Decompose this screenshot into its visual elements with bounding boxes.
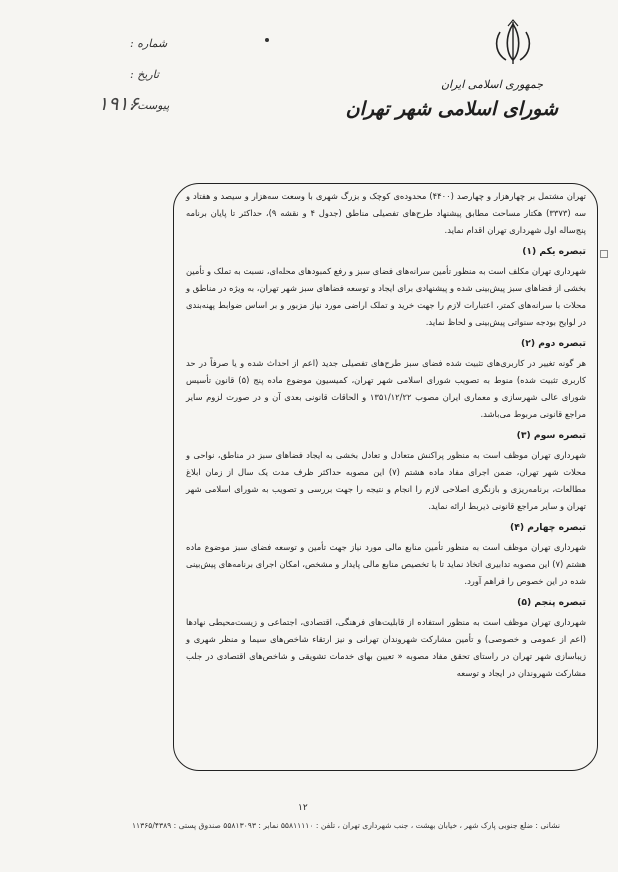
scan-mark (600, 250, 608, 258)
iran-emblem-icon (488, 18, 538, 68)
council-title: شورای اسلامی شهر تهران (345, 98, 558, 120)
section-1-heading: تبصره یکم (۱) (522, 246, 586, 257)
date-field (130, 68, 159, 81)
section-1-text: شهرداری تهران مکلف است به منظور تأمین سرانه‌های فضای سبز و رفع کمبودهای محله‌ای، نسبت به تملک و تأمین بخشی از فضاهای سبز پیش‌بینی شده و پیشنهادی برای ایجاد و توسعه فضاهای سبز شهر تهران، به ویژه در مناطق و محلات با سرانه‌های کمتر، اعتبارات لازم را جهت خرید و تملک اراضی مورد نیاز مزبور و بر اساس ضوابط پهنه‌بندی در لوایح بودجه سنواتی پیش‌بینی و لحاظ نماید. (186, 266, 586, 327)
number-label: شماره : (130, 37, 168, 50)
section-5-heading: تبصره پنجم (۵) (517, 597, 586, 608)
ink-dot (265, 38, 269, 42)
section-2-heading: تبصره دوم (۲) (521, 338, 586, 349)
section-5-text: شهرداری تهران موظف است به منظور استفاده از قابلیت‌های فرهنگی، اقتصادی، اجتماعی و زیست‌محیطی نهادها (اعم از عمومی و خصوصی) و تأمین مشارکت شهروندان تهرانی و نیز ارتقاء شاخص‌های سیما و منظر شهری و زیباسازی شهر تهران در راستای تحقق مفاد مصوبه « تعیین بهای خدمات تشویقی و شاخص‌های اقتصادی در جلب مشارکت شهروندان در ایجاد و توسعه (186, 617, 586, 678)
section-2-text: هر گونه تغییر در کاربری‌های تثبیت شده فضای سبز طرح‌های تفصیلی جدید (اعم از احداث شده و یا صرفاً در حد کاربری تثبیت شده) منوط به تصویب شورای اسلامی شهر تهران، کمیسیون موضوع ماده پنج (۵) قانون تأسیس شورای عالی شهرسازی و معماری ایران مصوب ۱۳۵۱/۱۲/۲۲ و الحاقات قانونی بعدی آن و در صورت لزوم سایر مراجع قانونی مربوط می‌باشد. (186, 358, 587, 419)
section-4-text: شهرداری تهران موظف است به منظور تأمین منابع مالی مورد نیاز جهت تأمین و توسعه فضای سبز موضوع ماده هشتم (۷) این مصوبه تدابیری اتخاذ نماید تا با تخصیص منابع مالی پایدار و مشخص، امکان اجرای برنامه‌های پیش‌بینی شده در این خصوص را فراهم آورد. (186, 542, 586, 586)
attachment-label: پیوست : (130, 99, 170, 112)
number-field (130, 37, 167, 50)
footer-address: نشانی : ضلع جنوبی پارک شهر ، خیابان بهشت ، جنب شهرداری تهران ، تلفن : ۵۵۸۱۱۱۱۰ نمابر : ۵۵۸۱۳۰۹۳ صندوق پستی : ۱۱۳۶۵/۴۳۸۹ (131, 821, 560, 830)
intro-paragraph: تهران مشتمل بر چهارهزار و چهارصد (۴۴۰۰) محدوده‌ی کوچک و بزرگ شهری با وسعت سه‌هزار و سیصد و هفتاد و سه (۳۳۷۳) هکتار مساحت مطابق پیشنهاد طرح‌های تفصیلی مناطق (جدول ۴ و نقشه ۹)، حداکثر تا پایان برنامه پنج‌ساله اول شهرداری تهران اقدام نماید. (186, 191, 587, 235)
document-body (186, 188, 586, 686)
republic-title: جمهوری اسلامی ایران (440, 78, 543, 91)
section-3-text: شهرداری تهران موظف است به منظور پراکنش متعادل و تعادل بخشی به ایجاد فضاهای سبز در مناطق، نواحی و محلات شهر تهران، ضمن اجرای مفاد ماده هشتم (۷) این مصوبه حداکثر ظرف مدت یک سال از زمان ابلاغ مطالعات، برنامه‌ریزی و بازنگری اصلاحی لازم را انجام و نتیجه را جهت بررسی و تصویب به شورای اسلامی شهر تهران و سایر مراجع قانونی ذیربط ارائه نماید. (186, 450, 586, 511)
page-number: ۱۲ (298, 803, 308, 813)
date-label: تاریخ : (130, 68, 160, 81)
handwritten-number: ۱۹۱۶ (98, 93, 139, 115)
section-3-heading: تبصره سوم (۳) (516, 430, 586, 441)
section-4-heading: تبصره چهارم (۴) (510, 522, 586, 533)
